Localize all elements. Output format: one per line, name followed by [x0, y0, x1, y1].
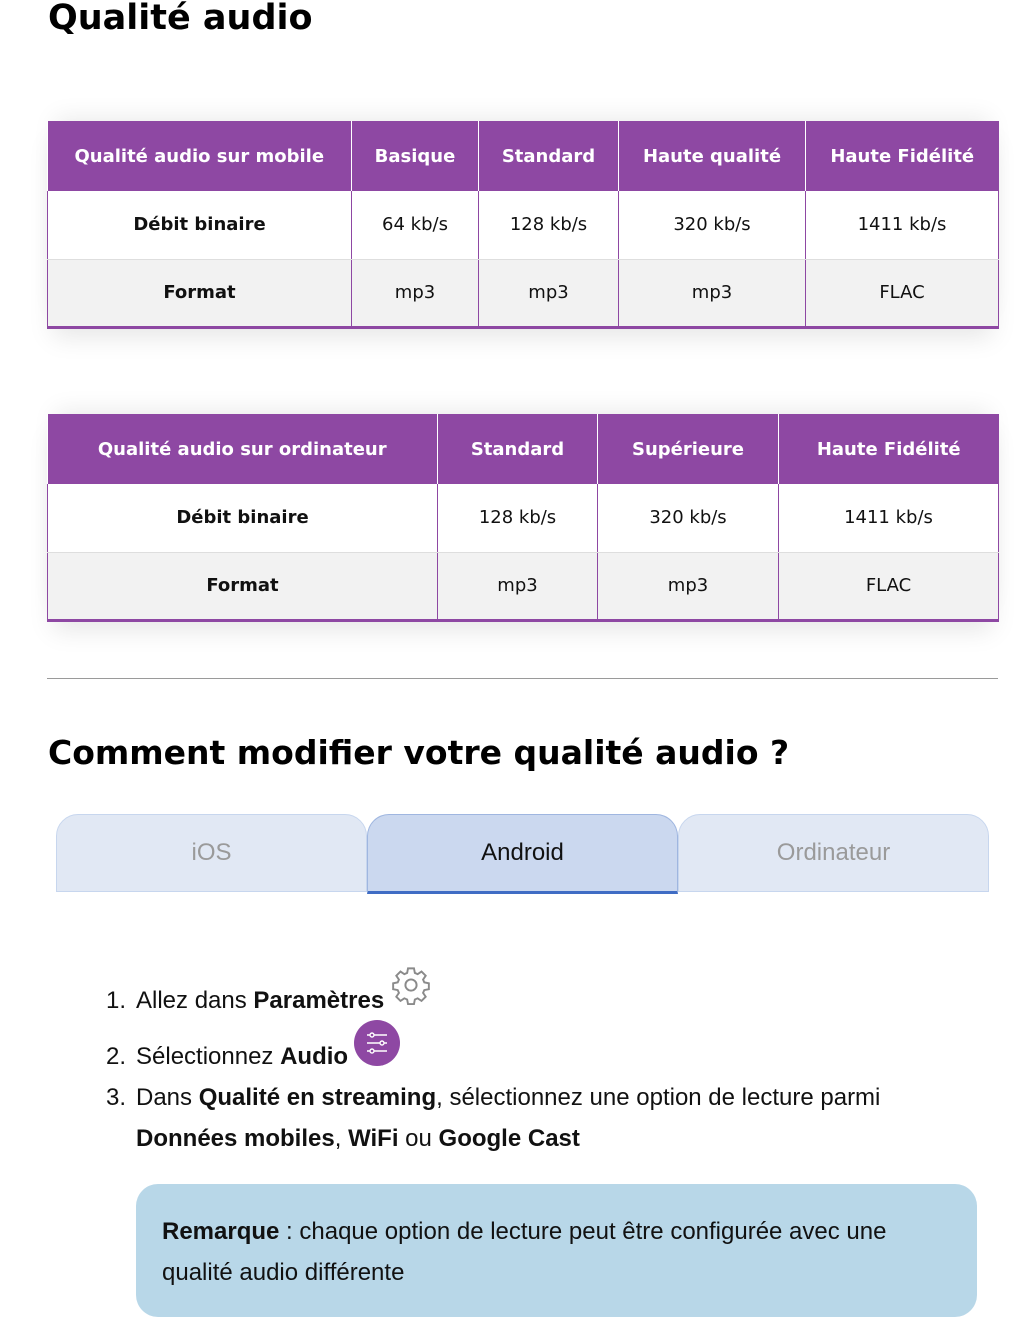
tab-ordinateur[interactable]: Ordinateur: [678, 814, 989, 892]
table-row: [48, 259, 999, 327]
table-cell: FLAC: [806, 259, 999, 327]
step-emphasis: Audio: [280, 1043, 349, 1070]
sliders-icon: [354, 1020, 400, 1066]
table-cell: 128 kb/s: [438, 484, 598, 552]
column-header: Standard: [479, 121, 619, 191]
table-cell: mp3: [479, 259, 619, 327]
desktop-quality-table: [47, 414, 998, 622]
note-label: Remarque: [162, 1218, 280, 1245]
step-number: 3.: [106, 1084, 127, 1111]
column-header: Qualité audio sur ordinateur: [48, 414, 438, 484]
list-item: [106, 1036, 986, 1082]
step-emphasis: Paramètres: [253, 987, 385, 1014]
step-emphasis: WiFi: [348, 1125, 399, 1152]
table-cell: 1411 kb/s: [779, 484, 999, 552]
row-label: Format: [48, 259, 352, 327]
mobile-quality-table: [47, 121, 998, 329]
section-divider: [47, 678, 998, 679]
table-cell: mp3: [598, 552, 779, 620]
table-cell: mp3: [438, 552, 598, 620]
table-row: [48, 191, 999, 259]
note-box: [136, 1184, 977, 1317]
row-label: Format: [48, 552, 438, 620]
column-header: Qualité audio sur mobile: [48, 121, 352, 191]
table-header-row: [48, 414, 999, 484]
table-cell: mp3: [619, 259, 806, 327]
column-header: Haute Fidélité: [779, 414, 999, 484]
list-item: [106, 980, 986, 1022]
table-cell: mp3: [352, 259, 479, 327]
step-number: 2.: [106, 1043, 127, 1070]
step-emphasis: Qualité en streaming: [198, 1084, 437, 1111]
step-text: Allez dans: [136, 987, 254, 1014]
row-label: Débit binaire: [48, 191, 352, 259]
column-header: Haute Fidélité: [806, 121, 999, 191]
step-text: Dans: [136, 1084, 199, 1111]
step-number: 1.: [106, 987, 127, 1014]
table-row: [48, 484, 999, 552]
table-header-row: [48, 121, 999, 191]
tab-android[interactable]: Android: [367, 814, 678, 894]
table-cell: FLAC: [779, 552, 999, 620]
note-text: : chaque option de lecture peut être configurée avec une qualité audio différente: [162, 1218, 887, 1286]
table-row: [48, 552, 999, 620]
step-emphasis: Google Cast: [438, 1125, 580, 1152]
tab-ios[interactable]: iOS: [56, 814, 367, 892]
step-text: , sélectionnez une option de lecture parmi: [436, 1084, 881, 1111]
table-cell: 320 kb/s: [598, 484, 779, 552]
column-header: Haute qualité: [619, 121, 806, 191]
row-label: Débit binaire: [48, 484, 438, 552]
column-header: Supérieure: [598, 414, 779, 484]
table-cell: 64 kb/s: [352, 191, 479, 259]
column-header: Standard: [438, 414, 598, 484]
column-header: Basique: [352, 121, 479, 191]
list-item: [106, 1077, 986, 1159]
section-title: Comment modifier votre qualité audio ?: [48, 733, 790, 772]
table-cell: 128 kb/s: [479, 191, 619, 259]
page-title: Qualité audio: [48, 0, 313, 38]
step-text: Sélectionnez: [136, 1043, 281, 1070]
table-cell: 320 kb/s: [619, 191, 806, 259]
step-text: ,: [334, 1125, 349, 1152]
gear-icon: [390, 964, 432, 1006]
table-cell: 1411 kb/s: [806, 191, 999, 259]
step-emphasis: Données mobiles: [136, 1125, 335, 1152]
platform-tabs: [56, 814, 989, 894]
step-text: ou: [398, 1125, 439, 1152]
